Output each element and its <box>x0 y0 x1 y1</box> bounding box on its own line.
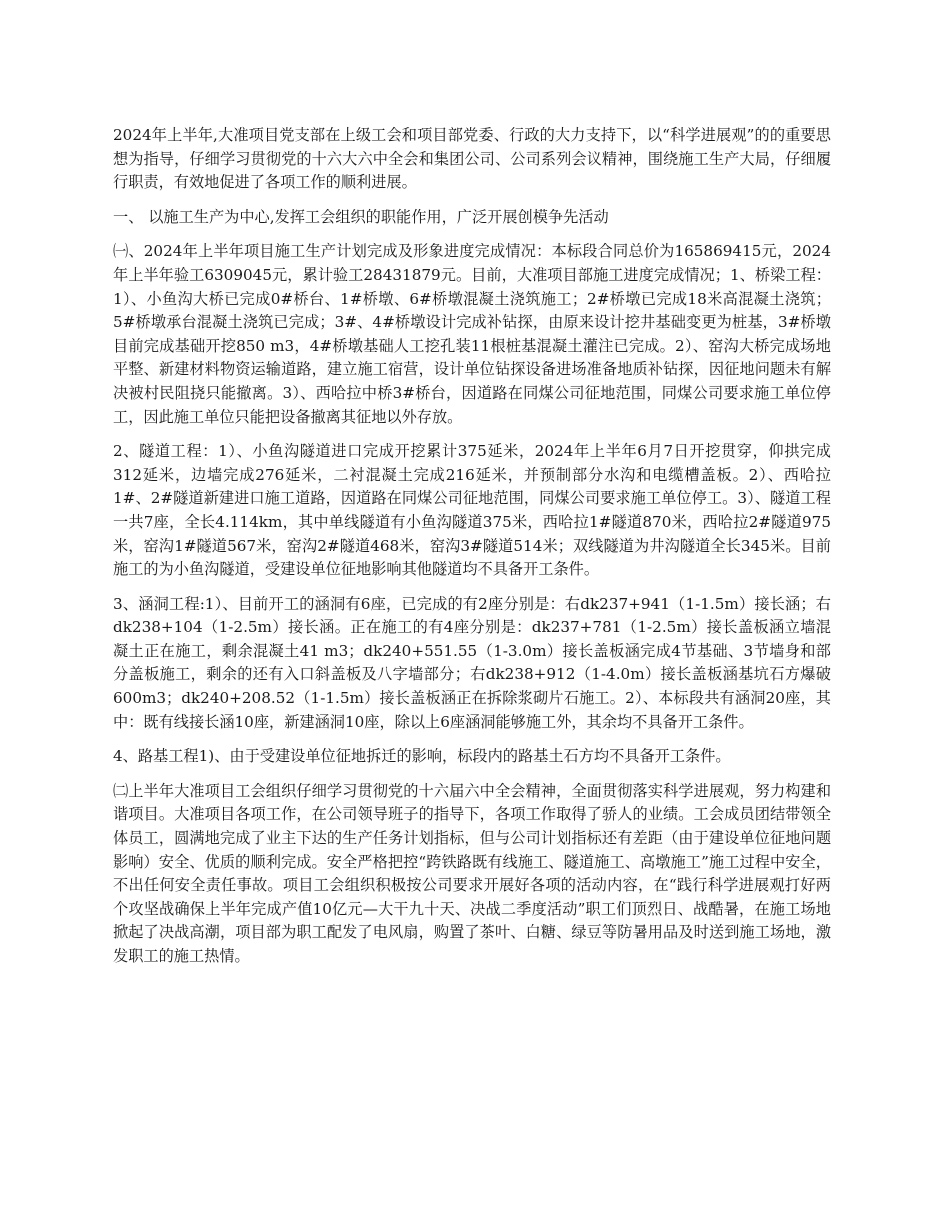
section-heading: 一、 以施工生产为中心,发挥工会组织的职能作用，广泛开展创模争先活动 <box>113 207 609 226</box>
union-paragraph: ㈡上半年大准项目工会组织仔细学习贯彻党的十六届六中全会精神，全面贯彻落实科学进展观，努力构建和谐项目。大准项目各项工作，在公司领导班子的指导下，各项工作取得了骄人的业绩。工会成员团结带领全体员工，圆满地完成了业主下达的生产任务计划指标，但与公司计划指标还有差距（由于建设单位征地问题影响）安全、优质的顺利完成。安全严格把控“跨铁路既有线施工、隧道施工、高墩施工”施工过程中安全，不出任何安全责任事故。项目工会组织积极按公司要求开展好各项的活动内容，在“践行科学进展观打好两个攻坚战确保上半年完成产值10亿元—大干九十天、决战二季度活动”职工们顶烈日、战酷暑，在施工场地掀起了决战高潮，项目部为职工配发了电风扇，购置了茶叶、白糖、绿豆等防暑用品及时送到施工场地，激发职工的施工热情。 <box>113 781 831 965</box>
document-body <box>113 124 831 980</box>
progress-paragraph: ㈠、2024年上半年项目施工生产计划完成及形象进度完成情况：本标段合同总价为165869415元，2024年上半年验工6309045元，累计验工28431879元。目前，大准项目部施工进度完成情况；1、桥梁工程：1）、小鱼沟大桥已完成0#桥台、1#桥墩、6#桥墩混凝土浇筑施工；2#桥墩已完成18米高混凝土浇筑；5#桥墩承台混凝土浇筑已完成；3#、4#桥墩设计完成补钻探，由原来设计挖井基础变更为桩基，3#桥墩目前完成基础开挖850 m3，4#桥墩基础人工挖孔装11根桩基混凝土灌注已完成。2）、窑沟大桥完成场地平整、新建材料物资运输道路，建立施工宿营，设计单位钻探设备进场准备地质补钻探，因征地问题未有解决被村民阻挠只能撤离。3）、西哈拉中桥3#桥台，因道路在同煤公司征地范围，同煤公司要求施工单位停工，因此施工单位只能把设备撤离其征地以外存放。 <box>113 242 831 426</box>
intro-paragraph: 2024年上半年,大准项目党支部在上级工会和项目部党委、行政的大力支持下，以“科学进展观”的的重要思想为指导，仔细学习贯彻党的十六大六中全会和集团公司、公司系列会议精神，围绕施工生产大局，仔细履行职责，有效地促进了各项工作的顺利进展。 <box>113 126 831 192</box>
tunnel-paragraph: 2、隧道工程：1）、小鱼沟隧道进口完成开挖累计375延米，2024年上半年6月7日开挖贯穿，仰拱完成312延米，边墙完成276延米，二衬混凝土完成216延米，并预制部分水沟和电缆槽盖板。2）、西哈拉1#、2#隧道新建进口施工道路，因道路在同煤公司征地范围，同煤公司要求施工单位停工。3）、隧道工程一共7座，全长4.114km，其中单线隧道有小鱼沟隧道375米，西哈拉1#隧道870米，西哈拉2#隧道975米，窑沟1#隧道567米，窑沟2#隧道468米，窑沟3#隧道514米；双线隧道为井沟隧道全长345米。目前施工的为小鱼沟隧道，受建设单位征地影响其他隧道均不具备开工条件。 <box>113 442 831 579</box>
roadbed-paragraph: 4、路基工程1)、由于受建设单位征地拆迁的影响，标段内的路基土石方均不具备开工条件。 <box>113 747 731 766</box>
culvert-paragraph: 3、涵洞工程:1）、目前开工的涵洞有6座，已完成的有2座分别是：右dk237+941（1-1.5m）接长涵；右dk238+104（1-2.5m）接长涵。正在施工的有4座分别是：dk237+781（1-2.5m）接长盖板涵立墙混凝土正在施工，剩余混凝土41 m3；dk240+551.55（1-3.0m）接长盖板涵完成4节基础、3节墙身和部分盖板施工，剩余的还有入口斜盖板及八字墙部分；右dk238+912（1-4.0m）接长盖板涵基坑石方爆破600m3；dk240+208.52（1-1.5m）接长盖板涵正在拆除浆砌片石施工。2）、本标段共有涵洞20座，其中：既有线接长涵10座，新建涵洞10座，除以上6座涵洞能够施工外，其余均不具备开工条件。 <box>113 594 831 731</box>
